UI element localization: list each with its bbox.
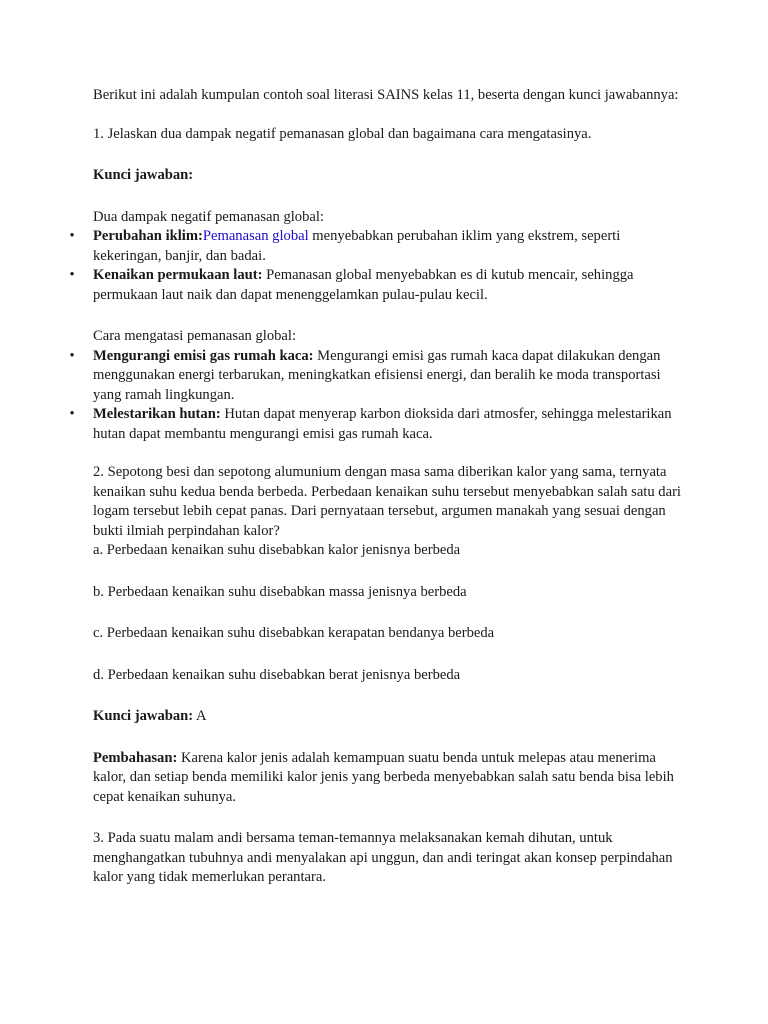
q2-answer-key-value: A xyxy=(193,708,207,724)
q1-solutions-list xyxy=(69,347,683,445)
q2-explanation-text: Karena kalor jenis adalah kemampuan suatu benda untuk melepas atau menerima kalor, dan setiap benda memiliki kalor jenis yang berbeda menyebabkan salah satu benda bisa lebih cepat kenaikan suhunya. xyxy=(93,749,674,805)
q2-option-c: c. Perbedaan kenaikan suhu disebabkan kerapatan bendanya berbeda xyxy=(93,625,495,641)
bullet-icon: • xyxy=(69,406,75,422)
impact-text: menyebabkan perubahan iklim yang ekstrem, seperti kekeringan, banjir, dan badai. xyxy=(93,228,621,264)
solution-text: Mengurangi emisi gas rumah kaca dapat dilakukan dengan menggunakan energi terbarukan, meningkatkan efisiensi energi, dan beralih ke moda transportasi yang ramah lingkungan. xyxy=(93,347,661,403)
q2-explanation-label: Pembahasan: xyxy=(93,749,178,766)
pemanasan-global-link[interactable]: Pemanasan global xyxy=(202,228,309,244)
q1-answer-key-bold: Kunci jawaban: xyxy=(93,167,194,183)
solution-text: Hutan dapat menyerap karbon dioksida dari atmosfer, sehingga melestarikan hutan dapat membantu mengurangi emisi gas rumah kaca. xyxy=(93,406,672,442)
list-item xyxy=(69,266,683,305)
q2-option-a: a. Perbedaan kenaikan suhu disebabkan kalor jenisnya berbeda xyxy=(93,542,461,558)
impact-term: Kenaikan permukaan laut: xyxy=(93,267,263,283)
question-3: 3. Pada suatu malam andi bersama teman-temannya melaksanakan kemah dihutan, untuk menghangatkan tubuhnya andi menyalakan api unggun, dan andi teringat akan konsep perpindahan kalor yang tidak memerlukan perantara. xyxy=(93,830,673,885)
question-1: 1. Jelaskan dua dampak negatif pemanasan global dan bagaimana cara mengatasinya. xyxy=(93,125,592,142)
list-item xyxy=(69,227,683,266)
bullet-icon: • xyxy=(69,267,75,283)
q1-impacts-heading: Dua dampak negatif pemanasan global: xyxy=(93,208,324,225)
bullet-icon: • xyxy=(69,228,75,244)
list-item xyxy=(69,347,683,406)
q2-option-d: d. Perbedaan kenaikan suhu disebabkan berat jenisnya berbeda xyxy=(93,666,461,683)
q2-option-b: b. Perbedaan kenaikan suhu disebabkan massa jenisnya berbeda xyxy=(93,583,467,600)
list-item xyxy=(69,405,683,444)
q1-impacts-list xyxy=(69,227,683,305)
document-page xyxy=(69,86,683,888)
intro-paragraph: Berikut ini adalah kumpulan contoh soal literasi SAINS kelas 11, beserta dengan kunci jawabannya: xyxy=(93,87,679,103)
impact-text: Pemanasan global menyebabkan es di kutub mencair, sehingga permukaan laut naik dan dapat menenggelamkan pulau-pulau kecil. xyxy=(93,267,634,303)
q2-answer-key-label: Kunci jawaban: xyxy=(93,708,194,724)
solution-term: Melestarikan hutan: xyxy=(93,406,221,422)
bullet-icon: • xyxy=(69,347,75,364)
q2-answer-key xyxy=(93,707,683,727)
q2-explanation xyxy=(93,749,683,808)
solution-term: Mengurangi emisi gas rumah kaca: xyxy=(93,347,314,364)
impact-term: Perubahan iklim: xyxy=(93,228,203,244)
q1-answer-key-label xyxy=(93,166,683,186)
question-2: 2. Sepotong besi dan sepotong alumunium dengan masa sama diberikan kalor yang sama, ternyata kenaikan suhu kedua benda berbeda. Perbedaan kenaikan suhu tersebut menyebabkan salah satu dari logam tersebut lebih cepat panas. Dari pernyataan tersebut, argumen manakah yang sesuai dengan bukti ilmiah perpindahan kalor? xyxy=(93,464,681,539)
q1-solutions-heading: Cara mengatasi pemanasan global: xyxy=(93,328,297,344)
